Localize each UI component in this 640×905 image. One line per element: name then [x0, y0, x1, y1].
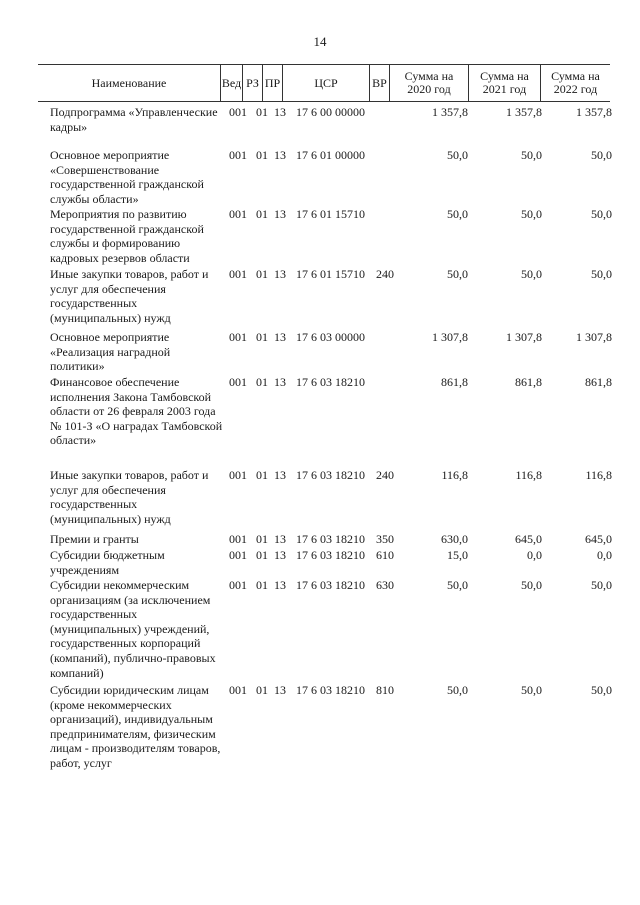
- row-s2022: 1 307,8: [576, 330, 612, 344]
- row-name: Подпрограмма «Управленческие кадры»: [50, 105, 218, 134]
- row-rz: 01: [256, 267, 268, 281]
- row-csr: 17 6 01 15710: [296, 267, 365, 281]
- row-s2020: 50,0: [447, 207, 468, 221]
- row-ved: 001: [229, 578, 247, 592]
- row-s2021: 1 307,8: [506, 330, 542, 344]
- row-rz: 01: [256, 207, 268, 221]
- row-name: Основное мероприятие «Совершенствование государственной гражданской службы области»: [50, 148, 204, 206]
- row-rz: 01: [256, 330, 268, 344]
- row-ved: 001: [229, 548, 247, 562]
- row-name: Основное мероприятие «Реализация наградной политики»: [50, 330, 171, 374]
- row-s2021: 50,0: [521, 267, 542, 281]
- table-header: [38, 64, 610, 102]
- row-s2020: 50,0: [447, 578, 468, 592]
- row-csr: 17 6 03 18210: [296, 375, 365, 389]
- row-csr: 17 6 03 18210: [296, 468, 365, 482]
- row-s2020: 50,0: [447, 267, 468, 281]
- row-s2022: 116,8: [585, 468, 612, 482]
- row-name: Мероприятия по развитию государственной гражданской службы и формированию кадровых резервов области: [50, 207, 204, 265]
- row-vr: 810: [376, 683, 394, 697]
- row-pr: 13: [274, 330, 286, 344]
- row-s2022: 0,0: [597, 548, 612, 562]
- row-csr: 17 6 03 18210: [296, 683, 365, 697]
- row-pr: 13: [274, 105, 286, 119]
- row-pr: 13: [274, 548, 286, 562]
- row-pr: 13: [274, 683, 286, 697]
- row-pr: 13: [274, 207, 286, 221]
- row-name: Субсидии юридическим лицам (кроме некоммерческих организаций), индивидуальным предпринимателям, физическим лицам - производителям товаров, работ, услуг: [50, 683, 221, 770]
- row-ved: 001: [229, 375, 247, 389]
- row-ved: 001: [229, 683, 247, 697]
- header-rz: РЗ: [242, 65, 262, 101]
- row-s2020: 861,8: [441, 375, 468, 389]
- row-s2022: 861,8: [585, 375, 612, 389]
- row-pr: 13: [274, 148, 286, 162]
- row-rz: 01: [256, 548, 268, 562]
- row-ved: 001: [229, 207, 247, 221]
- row-s2021: 50,0: [521, 148, 542, 162]
- row-s2021: 50,0: [521, 578, 542, 592]
- row-csr: 17 6 03 18210: [296, 532, 365, 546]
- row-name: Субсидии бюджетным учреждениям: [50, 548, 165, 577]
- row-csr: 17 6 01 15710: [296, 207, 365, 221]
- row-rz: 01: [256, 532, 268, 546]
- row-s2021: 645,0: [515, 532, 542, 546]
- row-s2022: 50,0: [591, 578, 612, 592]
- row-name: Иные закупки товаров, работ и услуг для обеспечения государственных (муниципальных) нужд: [50, 267, 209, 325]
- row-s2022: 50,0: [591, 267, 612, 281]
- row-csr: 17 6 03 00000: [296, 330, 365, 344]
- row-rz: 01: [256, 375, 268, 389]
- row-s2020: 116,8: [441, 468, 468, 482]
- row-pr: 13: [274, 578, 286, 592]
- row-s2021: 50,0: [521, 207, 542, 221]
- row-s2020: 1 307,8: [432, 330, 468, 344]
- row-vr: 350: [376, 532, 394, 546]
- row-ved: 001: [229, 468, 247, 482]
- row-pr: 13: [274, 375, 286, 389]
- row-ved: 001: [229, 267, 247, 281]
- header-sum-2022: Сумма на 2022 год: [540, 65, 610, 101]
- row-vr: 610: [376, 548, 394, 562]
- row-s2021: 861,8: [515, 375, 542, 389]
- row-pr: 13: [274, 267, 286, 281]
- header-name: Наименование: [91, 75, 167, 90]
- page-number: 14: [313, 34, 327, 49]
- row-s2022: 50,0: [591, 148, 612, 162]
- header-pr: ПР: [262, 65, 282, 101]
- row-s2020: 1 357,8: [432, 105, 468, 119]
- header-vr: ВР: [369, 65, 389, 101]
- row-ved: 001: [229, 105, 247, 119]
- row-s2022: 645,0: [585, 532, 612, 546]
- row-pr: 13: [274, 532, 286, 546]
- row-pr: 13: [274, 468, 286, 482]
- row-name: Субсидии некоммерческим организациям (за исключением государственных (муниципальных) учреждений, государственных корпораций (компаний), публично-правовых компаний): [50, 578, 216, 680]
- row-ved: 001: [229, 148, 247, 162]
- row-s2020: 50,0: [447, 683, 468, 697]
- row-ved: 001: [229, 532, 247, 546]
- row-rz: 01: [256, 578, 268, 592]
- row-vr: 240: [376, 468, 394, 482]
- row-s2022: 50,0: [591, 207, 612, 221]
- header-sum-2021: Сумма на 2021 год: [468, 65, 540, 101]
- row-csr: 17 6 03 18210: [296, 548, 365, 562]
- row-csr: 17 6 00 00000: [296, 105, 365, 119]
- row-vr: 630: [376, 578, 394, 592]
- row-s2021: 116,8: [515, 468, 542, 482]
- row-rz: 01: [256, 683, 268, 697]
- row-name: Финансовое обеспечение исполнения Закона Тамбовской области от 26 февраля 2003 года № 101-З «О наградах Тамбовской области»: [50, 375, 223, 448]
- header-ved: Вед: [220, 65, 242, 101]
- row-s2020: 50,0: [447, 148, 468, 162]
- row-csr: 17 6 01 00000: [296, 148, 365, 162]
- row-rz: 01: [256, 148, 268, 162]
- header-csr: ЦСР: [282, 65, 369, 101]
- row-s2022: 50,0: [591, 683, 612, 697]
- row-name: Иные закупки товаров, работ и услуг для обеспечения государственных (муниципальных) нужд: [50, 468, 209, 526]
- row-s2022: 1 357,8: [576, 105, 612, 119]
- row-rz: 01: [256, 468, 268, 482]
- row-vr: 240: [376, 267, 394, 281]
- row-s2020: 630,0: [441, 532, 468, 546]
- row-ved: 001: [229, 330, 247, 344]
- row-s2021: 0,0: [527, 548, 542, 562]
- row-csr: 17 6 03 18210: [296, 578, 365, 592]
- header-sum-2020: Сумма на 2020 год: [389, 65, 468, 101]
- row-rz: 01: [256, 105, 268, 119]
- row-name: Премии и гранты: [50, 532, 139, 546]
- row-s2021: 50,0: [521, 683, 542, 697]
- row-s2021: 1 357,8: [506, 105, 542, 119]
- row-s2020: 15,0: [447, 548, 468, 562]
